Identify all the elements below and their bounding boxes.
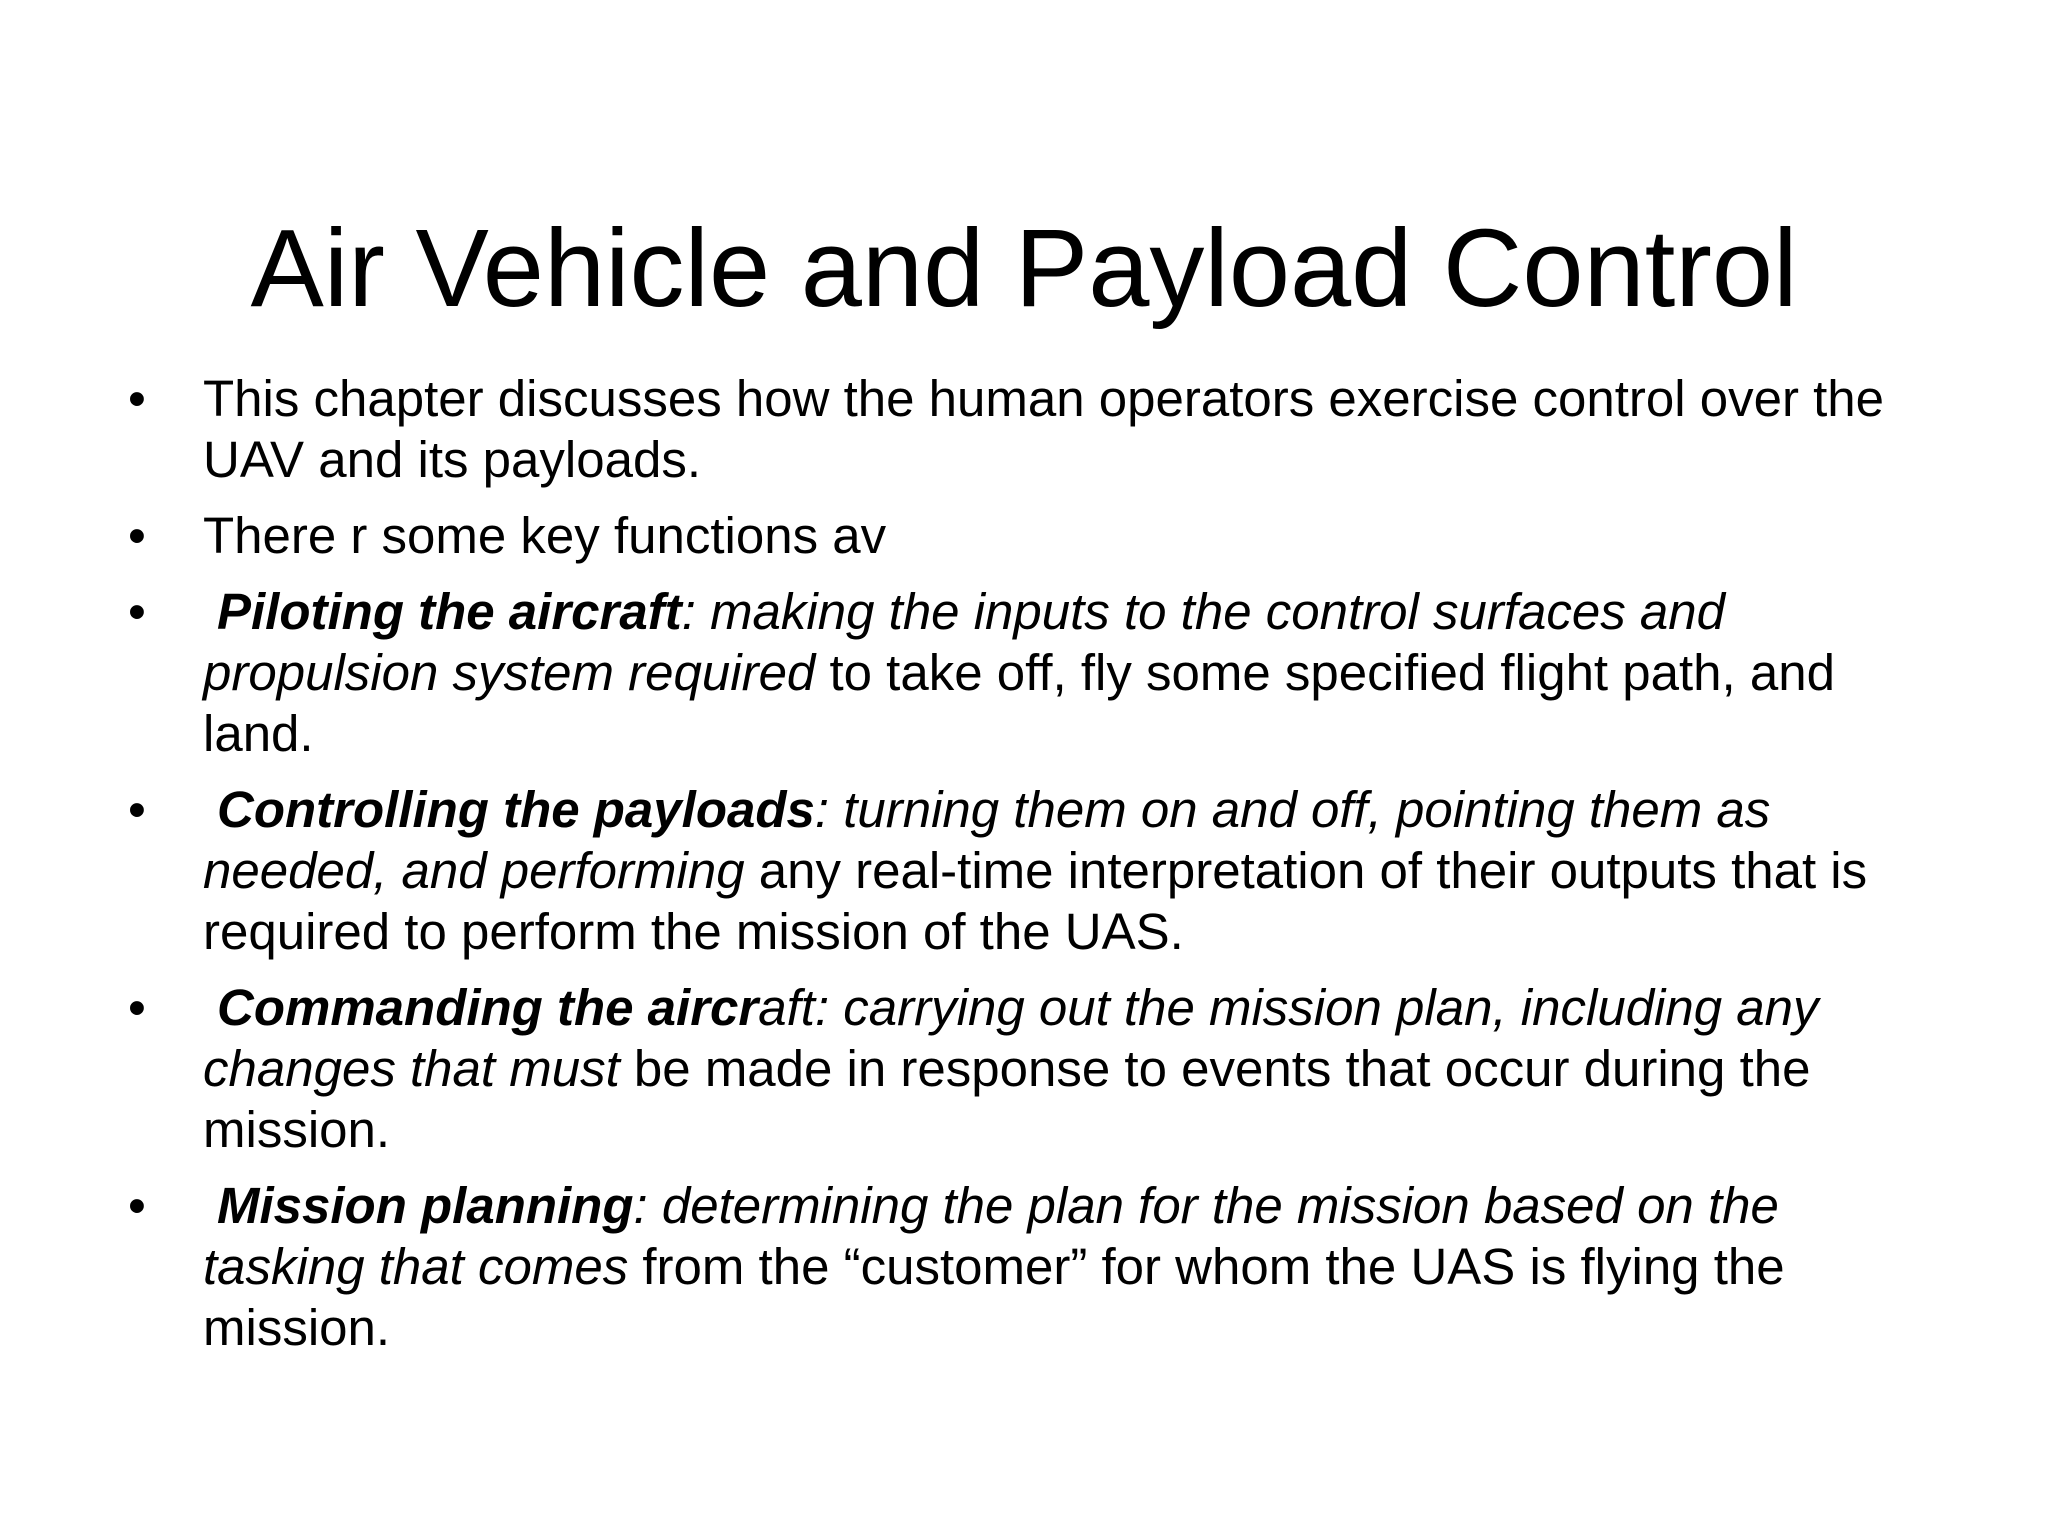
bullet-item [128, 505, 1938, 566]
bullet-item [128, 368, 1938, 490]
bullet-text: There r some key functions av [203, 507, 887, 564]
bullet-lead-text: Controlling the payloads [217, 781, 815, 838]
bullet-rest-text: to take off, fly some specified flight path, and land. [203, 644, 1835, 762]
bullet-marker: • [128, 781, 146, 838]
bullet-marker: • [128, 583, 146, 640]
bullet-italic-text: : making the inputs to the control surfaces and propulsion system required [203, 583, 1725, 701]
bullet-rest-text: any real-time interpretation of their outputs that is required to perform the mission of the UAS. [203, 842, 1868, 960]
bullet-italic-text: : turning them on and off, pointing them as needed, and performing [203, 781, 1771, 899]
slide-title: Air Vehicle and Payload Control [250, 206, 1798, 330]
bullet-lead [203, 781, 815, 838]
bullet-lead [203, 583, 682, 640]
bullet-italic-text: aft: carrying out the mission plan, including any changes that must [203, 979, 1819, 1097]
bullet-marker: • [128, 507, 146, 564]
bullet-rest-text: be made in response to events that occur during the mission. [203, 1040, 1811, 1158]
bullet-lead-text: Commanding the aircr [217, 979, 759, 1036]
bullet-text: This chapter discusses how the human operators exercise control over the UAV and its payloads. [203, 370, 1885, 488]
bullet-list [128, 368, 1938, 1373]
bullet-item [128, 779, 1938, 962]
bullet-rest-text: from the “customer” for whom the UAS is flying the mission. [203, 1238, 1785, 1356]
bullet-marker: • [128, 979, 146, 1036]
bullet-lead [203, 1177, 634, 1234]
bullet-marker: • [128, 1177, 146, 1234]
bullet-item [128, 1175, 1938, 1358]
bullet-italic-text: : determining the plan for the mission based on the tasking that comes [203, 1177, 1779, 1295]
bullet-lead-text: Piloting the aircraft [217, 583, 682, 640]
bullet-item [128, 581, 1938, 764]
bullet-marker: • [128, 370, 146, 427]
bullet-item [128, 977, 1938, 1160]
bullet-lead [203, 979, 758, 1036]
bullet-lead-text: Mission planning [217, 1177, 634, 1234]
